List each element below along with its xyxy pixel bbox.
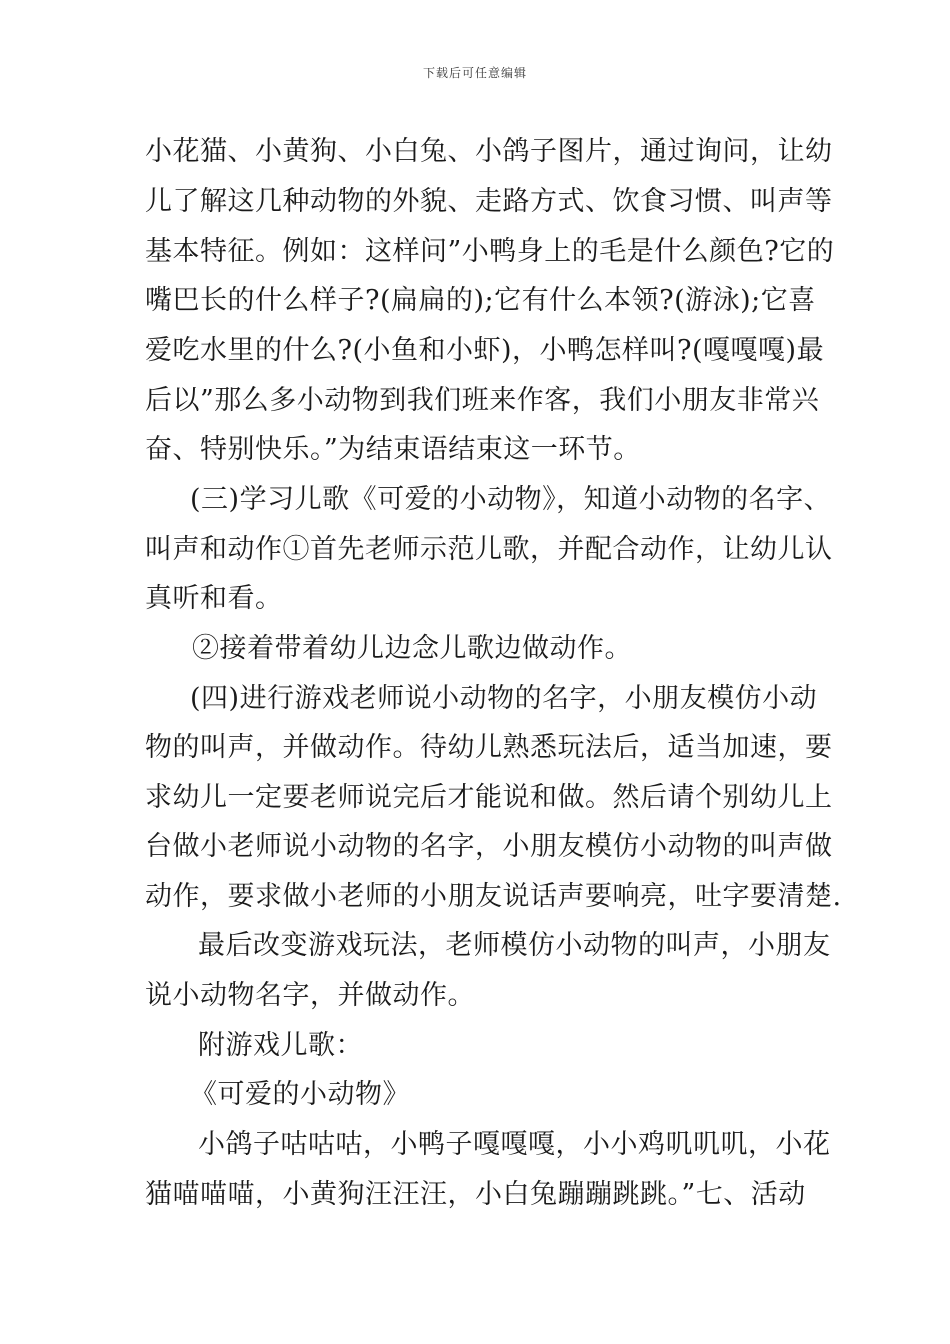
text-line: 最后改变游戏玩法，老师模仿小动物的叫声，小朋友: [198, 930, 831, 961]
text-line: 求幼儿一定要老师说完后才能说和做。然后请个别幼儿上: [145, 782, 833, 813]
text-line: 小鸽子咕咕咕，小鸭子嘎嘎嘎，小小鸡叽叽叽，小花: [198, 1129, 831, 1160]
text-line: 叫声和动作①首先老师示范儿歌，并配合动作，让幼儿认: [145, 534, 833, 565]
text-line: 小花猫、小黄狗、小白兔、小鸽子图片，通过询问，让幼: [145, 136, 833, 167]
text-line: 动作，要求做小老师的小朋友说话声要响亮，吐字要清楚.: [145, 881, 842, 912]
text-line: (三)学习儿歌《可爱的小动物》，知道小动物的名字、: [190, 484, 832, 515]
text-line: 真听和看。: [145, 583, 283, 614]
text-line: 后以”那么多小动物到我们班来作客，我们小朋友非常兴: [145, 385, 820, 416]
text-line: 基本特征。例如：这样问”小鸭身上的毛是什么颜色?它的: [145, 236, 835, 267]
text-line: 附游戏儿歌：: [198, 1030, 363, 1061]
text-line: 奋、特别快乐。”为结束语结束这一环节。: [145, 434, 641, 465]
text-line: 台做小老师说小动物的名字，小朋友模仿小动物的叫声做: [145, 831, 833, 862]
text-line: ②接着带着幼儿边念儿歌边做动作。: [192, 633, 632, 664]
text-line: 爱吃水里的什么?(小鱼和小虾)，小鸭怎样叫?(嘎嘎嘎)最: [145, 335, 825, 366]
text-line: (四)进行游戏老师说小动物的名字，小朋友模仿小动: [190, 683, 818, 714]
text-line: 《可爱的小动物》: [190, 1079, 410, 1110]
text-line: 嘴巴长的什么样子?(扁扁的);它有什么本领?(游泳);它喜: [145, 285, 816, 316]
text-line: 猫喵喵喵，小黄狗汪汪汪，小白兔蹦蹦跳跳。”七、活动: [145, 1179, 806, 1210]
text-line: 说小动物名字，并做动作。: [145, 980, 475, 1011]
text-line: 儿了解这几种动物的外貌、走路方式、饮食习惯、叫声等: [145, 186, 833, 217]
text-line: 物的叫声，并做动作。待幼儿熟悉玩法后，适当加速，要: [145, 732, 833, 763]
page-header-note: 下载后可任意编辑: [422, 66, 527, 80]
